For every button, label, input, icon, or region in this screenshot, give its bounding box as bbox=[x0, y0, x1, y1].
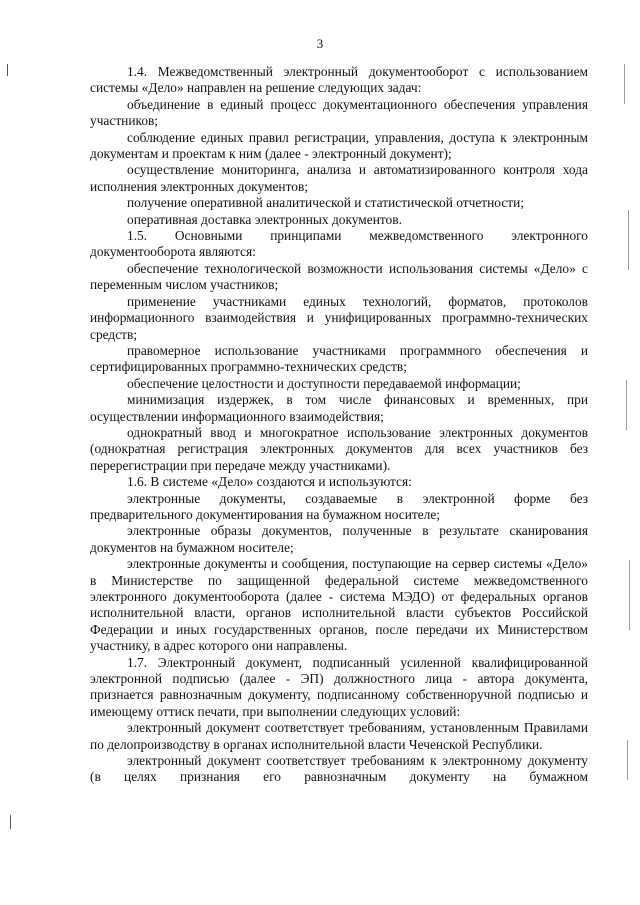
paragraph: соблюдение единых правил регистрации, управления, доступа к электронным документам и проектам к ним (далее - электронный документ); bbox=[90, 129, 588, 162]
paragraph: электронный документ соответствует требованиям, установленным Правилами по делопроизводству в органах исполнительной власти Чеченской Республики. bbox=[90, 720, 588, 752]
paragraph: 1.4. Межведомственный электронный документооборот с использованием системы «Дело» направлен на решение следующих задач: bbox=[90, 64, 588, 96]
scan-artifact bbox=[10, 815, 11, 829]
scan-artifact bbox=[629, 560, 630, 630]
paragraph: минимизация издержек, в том числе финансовых и временных, при осуществлении информационного взаимодействия; bbox=[90, 392, 588, 424]
paragraph: оперативная доставка электронных документов. bbox=[127, 211, 402, 227]
paragraph: получение оперативной аналитической и статистической отчетности; bbox=[127, 195, 525, 211]
scan-artifact bbox=[626, 380, 627, 430]
page-number: 3 bbox=[316, 36, 324, 51]
paragraph: обеспечение целостности и доступности передаваемой информации; bbox=[127, 375, 521, 391]
paragraph: электронные образы документов, полученные в результате сканирования документов на бумажном носителе; bbox=[90, 523, 588, 555]
paragraph: 1.5. Основными принципами межведомственного электронного документооборота являются: bbox=[90, 228, 588, 260]
scan-artifact bbox=[627, 740, 628, 780]
paragraph: электронный документ соответствует требованиям к электронному документу (в целях признания его равнозначным документу на бумажном bbox=[90, 753, 588, 785]
paragraph: правомерное использование участниками программного обеспечения и сертифицированных программно-технических средств; bbox=[90, 342, 588, 375]
document-body bbox=[90, 64, 588, 786]
paragraph: осуществление мониторинга, анализа и автоматизированного контроля хода исполнения электронных документов; bbox=[90, 162, 588, 194]
scan-artifact bbox=[628, 210, 629, 270]
paragraph: 1.7. Электронный документ, подписанный усиленной квалифицированной электронной подписью (далее - ЭП) должностного лица - автора документа, признается равнозначным документу, подписанному собственноручной подписью и имеющему оттиск печати, при выполнении следующих условий: bbox=[90, 654, 588, 719]
paragraph: объединение в единый процесс документационного обеспечения управления участников; bbox=[90, 96, 588, 129]
paragraph: обеспечение технологической возможности использования системы «Дело» с переменным числом участников; bbox=[90, 260, 588, 293]
paragraph: применение участниками единых технологий, форматов, протоколов информационного взаимодействия и унифицированных программно-технических средств; bbox=[90, 293, 588, 342]
paragraph: однократный ввод и многократное использование электронных документов (однократная регистрация электронных документов для всех участников без перерегистрации при передаче между участниками). bbox=[90, 424, 588, 473]
scan-artifact bbox=[7, 64, 8, 76]
paragraph: 1.6. В системе «Дело» создаются и используются: bbox=[127, 474, 412, 490]
paragraph: электронные документы, создаваемые в электронной форме без предварительного документирования на бумажном носителе; bbox=[90, 490, 588, 522]
paragraph: электронные документы и сообщения, поступающие на сервер системы «Дело» в Министерстве по защищенной федеральной системе межведомственного электронного документооборота (далее - система МЭДО) от федеральных органов исполнительной власти, органов исполнительной власти субъектов Российской Федерации и иных государственных органов, после передачи их Министерством участнику, в адрес которого они направлены. bbox=[90, 556, 588, 654]
scan-artifact bbox=[624, 64, 625, 104]
